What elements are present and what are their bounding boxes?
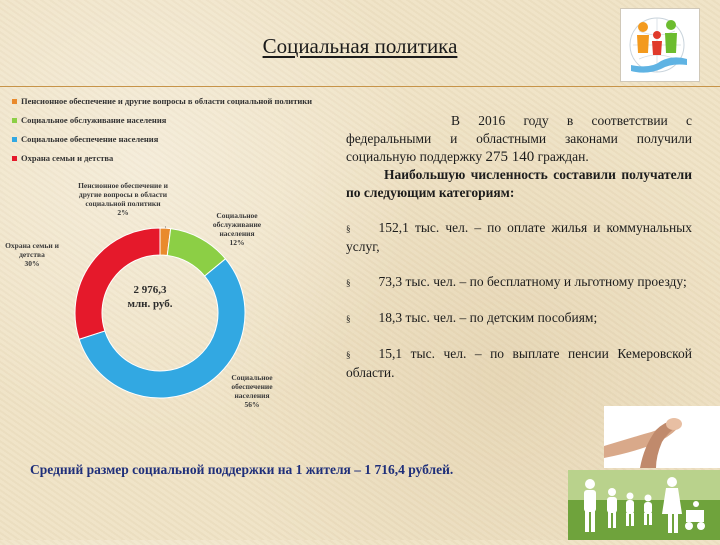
legend-item — [12, 134, 352, 145]
page-title: Социальная политика — [262, 34, 458, 58]
recipients-count: 275 140 — [485, 149, 535, 165]
legend-label: Охрана семьи и детства — [21, 153, 114, 163]
bullet-item — [346, 273, 692, 292]
average-support-footer: Средний размер социальной поддержки на 1 жителя – 1 716,4 рублей. — [30, 462, 454, 477]
slice-label: Социальное обеспечение населения 56% — [231, 373, 273, 409]
bullet-text: 152,1 тыс. чел. – по оплате жилья и коммунальных услуг, — [346, 220, 692, 254]
bullet-text: 73,3 тыс. чел. – по бесплатному и льготному проезду; — [378, 274, 687, 289]
intro-text: В 2016 году в соответствии с федеральными и областными законами получили социальную поддержку — [346, 113, 692, 164]
chart-legend — [12, 96, 352, 172]
family-logo-icon — [620, 8, 700, 82]
bullet-marker: § — [346, 350, 351, 360]
hands-photo-icon — [604, 406, 720, 468]
bullet-text: 18,3 тыс. чел. – по детским пособиям; — [378, 310, 598, 325]
donut-chart — [0, 180, 330, 430]
text-block — [346, 112, 692, 382]
categories-heading: Наибольшую численность составили получатели по следующим категориям: — [346, 167, 692, 200]
bullet-marker: § — [346, 278, 351, 288]
family-silhouettes-icon — [568, 470, 720, 540]
title-divider — [0, 86, 720, 87]
slice-label: Пенсионное обеспечение и другие вопросы в области социальной политики 2% — [78, 181, 168, 217]
intro-suffix: граждан. — [537, 149, 589, 164]
legend-swatch — [12, 156, 17, 161]
legend-swatch — [12, 99, 17, 104]
bullet-item — [346, 219, 692, 256]
legend-label: Социальное обслуживание населения — [21, 115, 167, 125]
bullet-text: 15,1 тыс. чел. – по выплате пенсии Кемеровской области. — [346, 346, 692, 380]
legend-label: Пенсионное обеспечение и другие вопросы в области социальной политики — [21, 96, 313, 106]
legend-item — [12, 153, 352, 164]
legend-label: Социальное обеспечение населения — [21, 134, 159, 144]
bullet-marker: § — [346, 314, 351, 324]
bullet-item — [346, 309, 692, 328]
bullet-item — [346, 345, 692, 382]
slice-label: Охрана семьи и детства 30% — [5, 241, 59, 268]
legend-item — [12, 115, 352, 126]
intro-paragraph — [346, 112, 692, 166]
legend-item — [12, 96, 352, 107]
legend-swatch — [12, 118, 17, 123]
bullet-marker: § — [346, 224, 351, 234]
legend-swatch — [12, 137, 17, 142]
slice-label: Социальное обслуживание населения 12% — [212, 211, 262, 247]
donut-center-label: 2 976,3 млн. руб. — [127, 284, 173, 310]
